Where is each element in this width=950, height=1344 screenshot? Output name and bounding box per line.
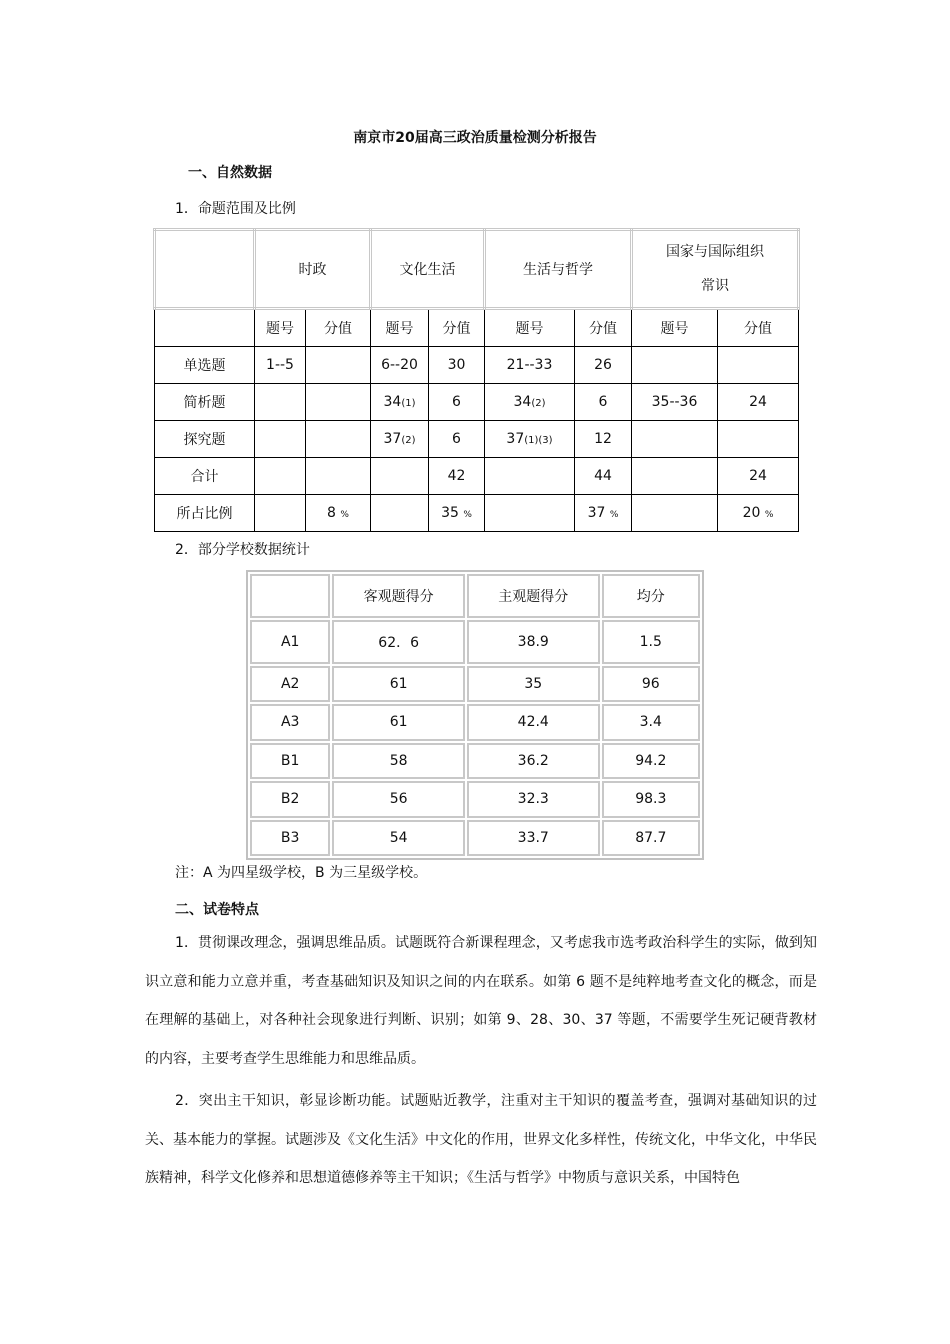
table-cell [485,421,575,458]
table-cell: 61 [332,704,465,740]
table-header-cell [155,230,255,309]
table-row [155,421,799,458]
table-cell: 35--36 [632,384,718,421]
table-cell [718,421,799,458]
table-cell: 94.2 [602,743,700,779]
table-cell: 6 [429,421,485,458]
cell-superscript: (2) [531,398,546,409]
row-label: 简析题 [155,384,255,421]
table-cell: 分值 [718,309,799,347]
cell-superscript: (1)(3) [524,435,553,446]
table-header-cell [250,574,330,618]
table-cell: A2 [250,666,330,702]
cell-value: 35 [441,505,459,521]
header-line: 常识 [701,278,729,294]
table-header-cell: 均分 [602,574,700,618]
table-cell [632,458,718,495]
table-row [155,309,799,347]
percent-sign: % [340,510,349,520]
table-cell [718,495,799,532]
table-cell [155,309,255,347]
table-cell: 35 [467,666,600,702]
table-cell: 题号 [255,309,306,347]
table-cell [371,495,429,532]
table-cell: 42 [429,458,485,495]
table-cell [306,421,371,458]
row-label: 合计 [155,458,255,495]
table-cell [485,495,575,532]
table-cell: 6 [575,384,632,421]
table-cell: 58 [332,743,465,779]
cell-superscript: (2) [401,435,416,446]
table-cell: 分值 [429,309,485,347]
table-cell: A1 [250,620,330,664]
table-cell: B3 [250,820,330,857]
table-header-cell: 时政 [255,230,371,309]
percent-sign: % [764,510,774,520]
table-row [250,743,700,779]
percent-sign: % [463,510,472,520]
table-cell [485,384,575,421]
table-cell: 36.2 [467,743,600,779]
cell-value: 34 [513,394,532,410]
table-cell: 题号 [632,309,718,347]
table-cell: 54 [332,820,465,857]
cell-value: 37 [587,505,606,521]
paragraph-feature-1: 1．贯彻课改理念，强调思维品质。试题既符合新课程理念，又考虑我市选考政治科学生的实际，做到知识立意和能力立意并重，考查基础知识及知识之间的内在联系。如第 6 题不是纯粹地考查文化的概念，而是在理解的基础上，对各种社会现象进行判断、识别；如第 9、28、30、37 等题，不需要学生死记硬背教材的内容，主要考查学生思维能力和思维品质。 [145,935,817,1067]
table-cell: A3 [250,704,330,740]
row-label: 所占比例 [176,506,233,522]
table-header-cell: 文化生活 [371,230,485,309]
school-stats-table [246,570,704,860]
section-heading-natural-data: 一、自然数据 [188,165,272,181]
table-row [155,458,799,495]
table-row [250,820,700,857]
table-cell [306,347,371,384]
page-title: 南京市20届高三政治质量检测分析报告 [353,130,597,146]
scope-ratio-table [153,228,800,532]
table-cell [255,384,306,421]
table-cell [255,458,306,495]
table-row [155,384,799,421]
table-cell: 24 [718,384,799,421]
table-cell: 3.4 [602,704,700,740]
table-cell [371,384,429,421]
table-note: 注：A 为四星级学校，B 为三星级学校。 [175,865,428,881]
table-cell [306,495,371,532]
table-cell [718,347,799,384]
table-cell: 12 [575,421,632,458]
table-cell: 62．6 [332,620,465,664]
table-cell [429,495,485,532]
table-cell [632,347,718,384]
table-cell: 44 [575,458,632,495]
subheading-scope: 1．命题范围及比例 [175,201,296,217]
table-cell: B1 [250,743,330,779]
table-cell: 32.3 [467,781,600,817]
table-cell: 26 [575,347,632,384]
row-label: 探究题 [155,421,255,458]
table-cell: 6 [429,384,485,421]
table-cell: 56 [332,781,465,817]
table-cell: 87.7 [602,820,700,857]
cell-value: 37 [383,431,402,447]
table-cell [575,495,632,532]
table-cell [306,458,371,495]
table-cell: 6--20 [371,347,429,384]
table-cell: 98.3 [602,781,700,817]
table-cell [255,495,306,532]
table-cell: 38.9 [467,620,600,664]
table-cell [485,458,575,495]
section-heading-paper-features: 二、试卷特点 [175,902,259,918]
table-cell: 21--33 [485,347,575,384]
table-cell [371,458,429,495]
table-row [250,620,700,664]
table-cell [371,421,429,458]
table-cell: 题号 [371,309,429,347]
table-cell: 1.5 [602,620,700,664]
table-cell: 61 [332,666,465,702]
table-cell: 42.4 [467,704,600,740]
header-line: 国家与国际组织 [666,244,764,260]
table-cell: 33.7 [467,820,600,857]
table-cell [255,421,306,458]
paragraph-feature-2: 2．突出主干知识，彰显诊断功能。试题贴近教学，注重对主干知识的覆盖考查，强调对基础知识的过关、基本能力的掌握。试题涉及《文化生活》中文化的作用，世界文化多样性，传统文化，中华文化，中华民族精神，科学文化修养和思想道德修养等主干知识；《生活与哲学》中物质与意识关系，中国特色 [145,1093,817,1186]
table-header-cell: 主观题得分 [467,574,600,618]
table-row [155,347,799,384]
table-row [250,704,700,740]
cell-value: 8 [327,505,336,521]
table-header-cell: 生活与哲学 [485,230,632,309]
table-cell [632,421,718,458]
cell-value: 37 [506,431,525,447]
table-cell: 24 [718,458,799,495]
table-row [155,495,799,532]
table-cell: 分值 [306,309,371,347]
table-row [250,666,700,702]
table-header-cell: 客观题得分 [332,574,465,618]
table-header-cell [632,230,799,309]
table-cell [632,495,718,532]
percent-sign: % [609,510,619,520]
cell-value: 20 [742,505,761,521]
row-label: 单选题 [155,347,255,384]
table-cell: 30 [429,347,485,384]
table-cell: 96 [602,666,700,702]
table-cell: 题号 [485,309,575,347]
table-row [250,574,700,618]
cell-superscript: (1) [401,398,416,409]
table-cell: B2 [250,781,330,817]
table-cell: 分值 [575,309,632,347]
subheading-school-stats: 2．部分学校数据统计 [175,542,310,558]
table-row [250,781,700,817]
table-cell: 1--5 [255,347,306,384]
table-cell [306,384,371,421]
cell-value: 34 [383,394,402,410]
